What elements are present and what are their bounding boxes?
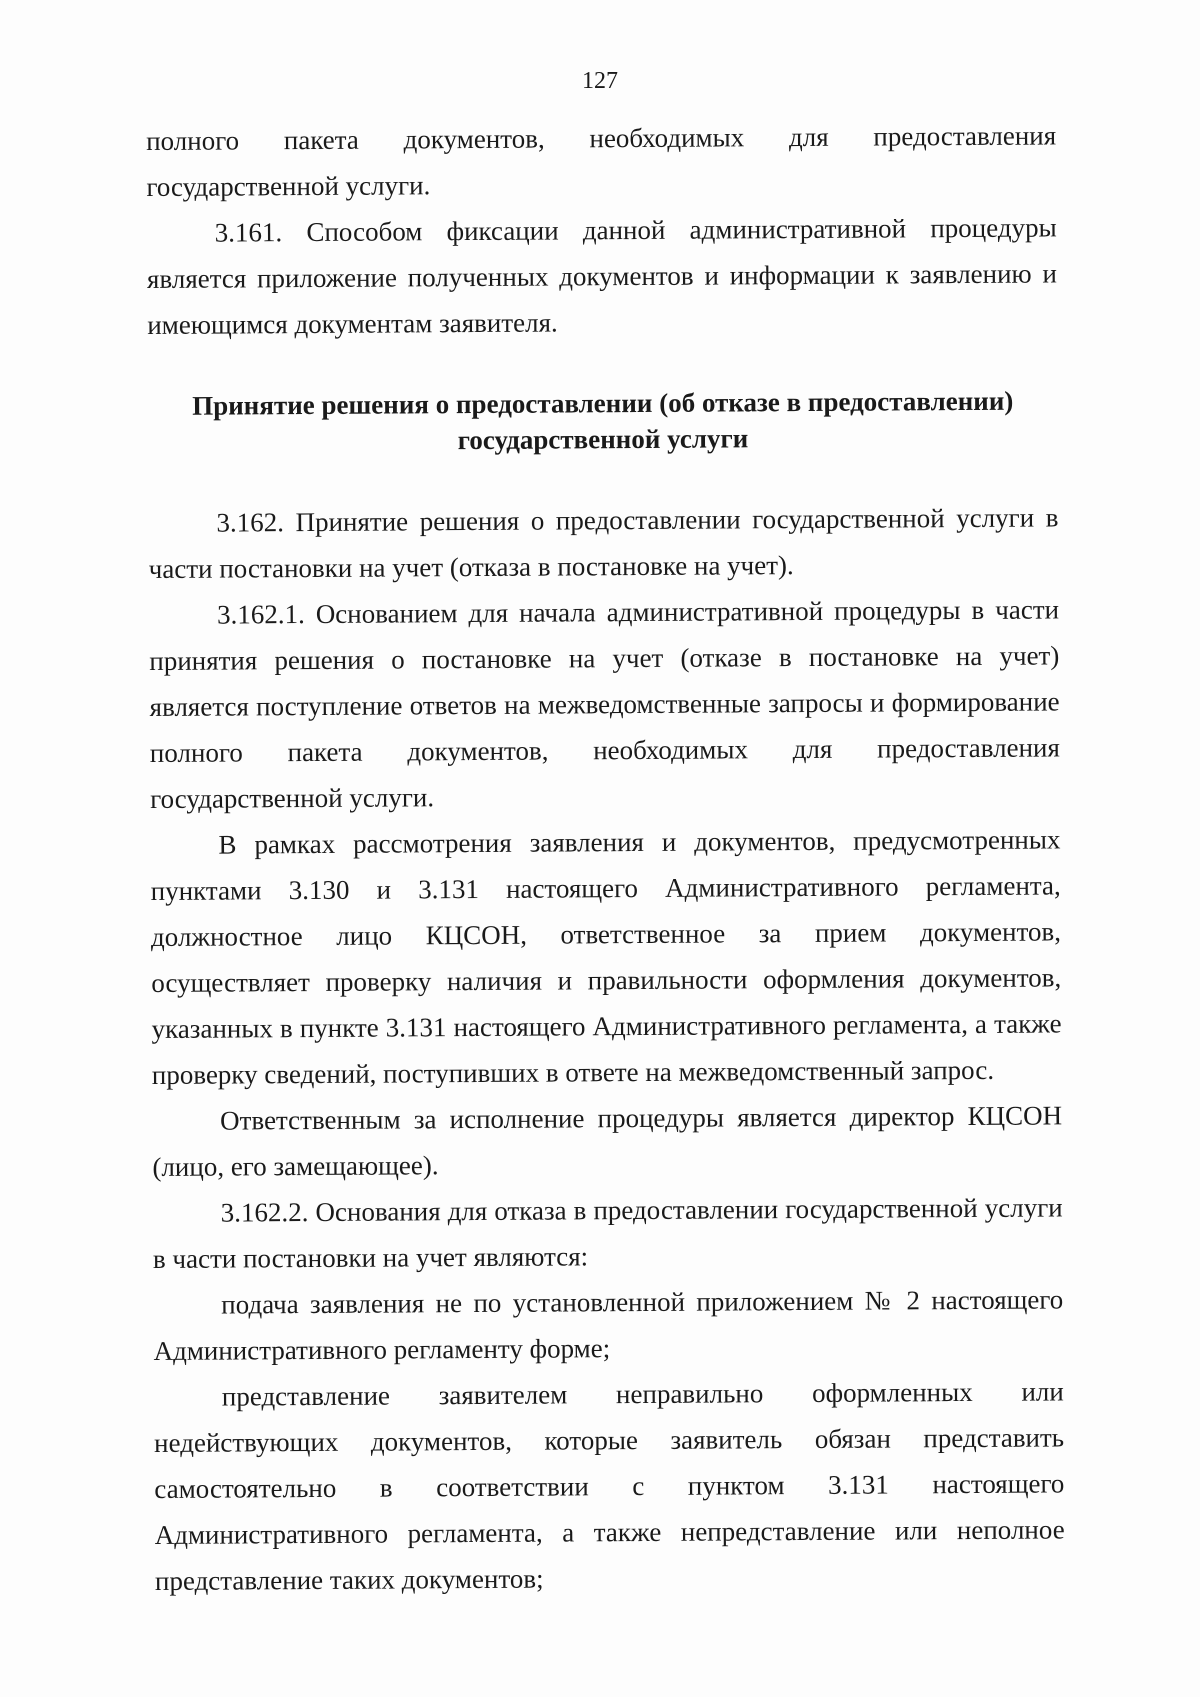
- paragraph-continuation: полного пакета документов, необходимых для предоставления государственной услуги.: [146, 120, 1057, 202]
- section-heading: [148, 382, 1058, 460]
- section-heading-line-2: государственной услуги: [457, 423, 749, 456]
- paragraph-review-scope: В рамках рассмотрения заявления и документов, предусмотренных пунктами 3.130 и 3.131 настоящего Административного регламента, должностное лицо КЦСОН, ответственное за прием документов, осуществляет проверку наличия и правильности оформления документов, указанных в пункте 3.131 настоящего Административного регламента, а также проверку сведений, поступивших в ответе на межведомственный запрос.: [150, 824, 1062, 1090]
- paragraph-responsible: Ответственным за исполнение процедуры является директор КЦСОН (лицо, его замещающее).: [152, 1100, 1063, 1182]
- paragraph-refusal-reason-2: представление заявителем неправильно оформленных или недействующих документов, которые заявитель обязан представить самостоятельно в соответствии с пунктом 3.131 настоящего Административного регламента, а также непредставление или неполное представление таких документов;: [154, 1376, 1065, 1596]
- document-body: [146, 112, 1065, 1604]
- paragraph-3-162-2: 3.162.2. Основания для отказа в предоставлении государственной услуги в части постановки на учет являются:: [152, 1192, 1063, 1274]
- page-number: 127: [582, 68, 618, 94]
- paragraph-3-161: 3.161. Способом фиксации данной административной процедуры является приложение полученных документов и информации к заявлению и имеющимся документам заявителя.: [146, 212, 1058, 340]
- paragraph-3-162-1: 3.162.1. Основанием для начала административной процедуры в части принятия решения о постановке на учет (отказе в постановке на учет) является поступление ответов на межведомственные запросы и формирование полного пакета документов, необходимых для предоставления государственной услуги.: [149, 594, 1060, 814]
- section-heading-line-1: Принятие решения о предоставлении (об отказе в предоставлении): [192, 385, 1014, 421]
- paragraph-refusal-reason-1: подача заявления не по установленной приложением № 2 настоящего Административного регламенту форме;: [153, 1284, 1064, 1366]
- paragraph-3-162: 3.162. Принятие решения о предоставлении государственной услуги в части постановки на учет (отказа в постановке на учет).: [148, 502, 1059, 584]
